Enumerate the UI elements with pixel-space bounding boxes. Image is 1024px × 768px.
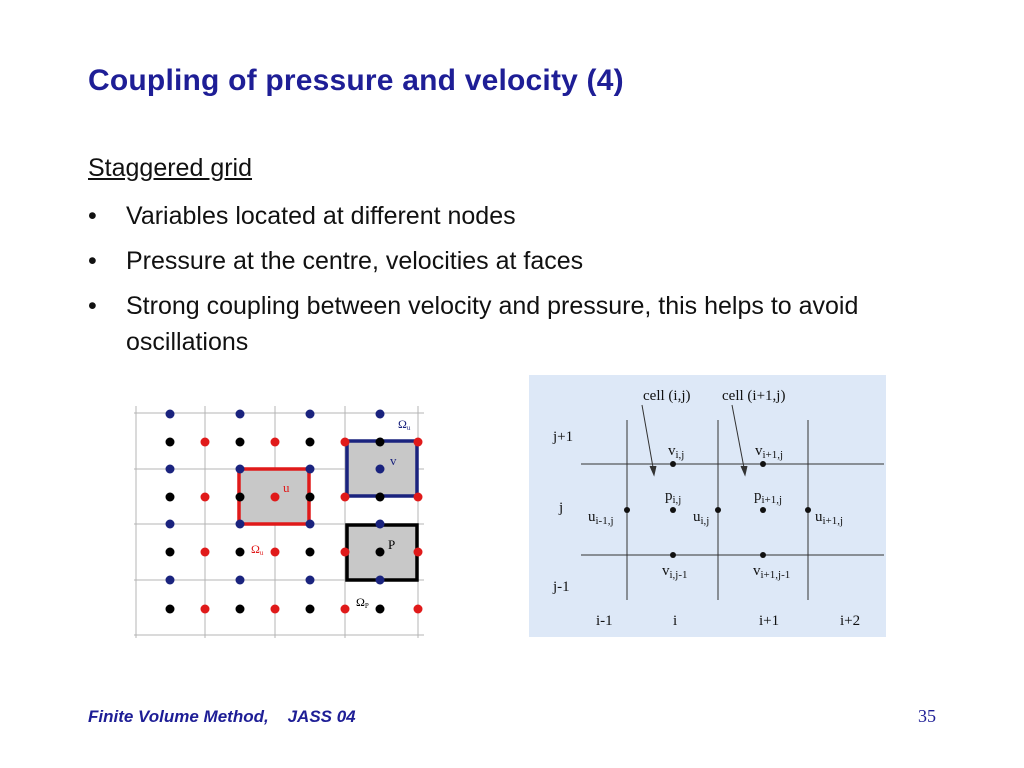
var-subscript: i,j xyxy=(672,494,682,506)
p-node xyxy=(236,493,245,502)
p-node xyxy=(236,438,245,447)
v-node xyxy=(376,465,385,474)
section-heading: Staggered grid xyxy=(88,154,253,182)
slide-title: Coupling of pressure and velocity (4) xyxy=(88,64,624,97)
var-subscript: i,j xyxy=(675,449,685,461)
p-node xyxy=(376,605,385,614)
v-node xyxy=(166,576,175,585)
u-node xyxy=(414,605,423,614)
omega-subscript: u xyxy=(406,424,411,432)
row-label-j: j xyxy=(559,500,564,516)
u-node xyxy=(271,438,280,447)
v-node xyxy=(306,410,315,419)
v-node xyxy=(166,520,175,529)
omega-symbol: Ω xyxy=(251,542,260,556)
v-label: v xyxy=(390,453,397,468)
bullet-marker: • xyxy=(88,247,97,275)
bullet-list xyxy=(88,198,948,369)
v-node xyxy=(376,520,385,529)
node-dot xyxy=(760,507,766,513)
u-node xyxy=(341,438,350,447)
u-node xyxy=(414,548,423,557)
col-label-i+2: i+2 xyxy=(840,613,861,629)
node-dot xyxy=(670,552,676,558)
node-dot xyxy=(624,507,630,513)
diagram-background xyxy=(529,375,886,637)
p-node xyxy=(376,438,385,447)
node-dot xyxy=(805,507,811,513)
omega-u-label xyxy=(251,542,264,557)
v-node xyxy=(236,410,245,419)
p-node xyxy=(376,493,385,502)
var-symbol: v xyxy=(753,563,761,579)
u-node xyxy=(341,493,350,502)
u-node xyxy=(341,548,350,557)
var-subscript: i+1,j xyxy=(822,515,844,527)
v-node xyxy=(236,576,245,585)
col-label-i: i xyxy=(673,613,678,629)
u-node xyxy=(201,605,210,614)
omega-subscript: P xyxy=(364,602,369,610)
u-node xyxy=(271,548,280,557)
var-subscript: i+1,j-1 xyxy=(760,569,791,581)
v-node xyxy=(236,520,245,529)
var-symbol: p xyxy=(665,488,673,504)
var-symbol: v xyxy=(662,563,670,579)
row-label-j+1: j+1 xyxy=(553,429,574,445)
node-dot xyxy=(670,507,676,513)
p-node xyxy=(306,548,315,557)
bullet-marker: • xyxy=(88,292,97,320)
p-node xyxy=(306,438,315,447)
bullet-item xyxy=(88,288,948,360)
var-symbol: u xyxy=(815,509,823,525)
cell-index-diagram xyxy=(529,375,886,637)
u-node xyxy=(271,605,280,614)
u-node xyxy=(201,548,210,557)
p-node xyxy=(166,548,175,557)
omega-symbol: Ω xyxy=(398,417,407,431)
v-node xyxy=(306,520,315,529)
u-node xyxy=(341,605,350,614)
var-symbol: u xyxy=(693,509,701,525)
staggered-grid-diagram xyxy=(134,406,424,638)
var-subscript: i+1,j xyxy=(761,494,783,506)
var-symbol: p xyxy=(754,488,762,504)
omega-p-label xyxy=(356,595,369,610)
omega-v-label xyxy=(398,417,411,432)
col-label-i-1: i-1 xyxy=(596,613,613,629)
cell-ij-label: cell (i,j) xyxy=(643,388,691,404)
page-number: 35 xyxy=(918,706,936,726)
p-node xyxy=(236,605,245,614)
v-node xyxy=(376,410,385,419)
u-node xyxy=(414,438,423,447)
node-dot xyxy=(670,461,676,467)
bullet-item xyxy=(88,243,948,279)
p-node xyxy=(306,493,315,502)
u-node xyxy=(201,493,210,502)
var-subscript: i+1,j xyxy=(762,449,784,461)
var-symbol: u xyxy=(588,509,596,525)
v-node xyxy=(306,465,315,474)
p-node xyxy=(306,605,315,614)
bullet-text: Strong coupling between velocity and pressure, this helps to avoid oscillations xyxy=(126,292,859,356)
u-node xyxy=(271,493,280,502)
var-symbol: v xyxy=(668,443,676,459)
v-node xyxy=(166,410,175,419)
v-node xyxy=(306,576,315,585)
v-node xyxy=(166,465,175,474)
row-label-j-1: j-1 xyxy=(553,579,570,595)
p-node xyxy=(236,548,245,557)
p-node xyxy=(376,548,385,557)
bullet-marker: • xyxy=(88,202,97,230)
var-subscript: i,j-1 xyxy=(669,569,688,581)
omega-symbol: Ω xyxy=(356,595,365,609)
col-label-i+1: i+1 xyxy=(759,613,780,629)
bullet-item xyxy=(88,198,948,234)
node-dot xyxy=(760,552,766,558)
var-symbol: v xyxy=(755,443,763,459)
cell-i1j-label: cell (i+1,j) xyxy=(722,388,786,404)
node-dot xyxy=(760,461,766,467)
var-subscript: i-1,j xyxy=(595,515,614,527)
p-node xyxy=(166,605,175,614)
v-node xyxy=(236,465,245,474)
u-node xyxy=(414,493,423,502)
bullet-text: Variables located at different nodes xyxy=(126,202,516,230)
var-subscript: i,j xyxy=(700,515,710,527)
bullet-text: Pressure at the centre, velocities at faces xyxy=(126,247,584,275)
p-node xyxy=(166,493,175,502)
u-node xyxy=(201,438,210,447)
v-node xyxy=(376,576,385,585)
footer-course-label: Finite Volume Method, JASS 04 xyxy=(88,707,356,726)
omega-subscript: u xyxy=(259,549,264,557)
node-dot xyxy=(715,507,721,513)
u-label: u xyxy=(283,480,290,495)
p-label: P xyxy=(388,537,396,552)
p-node xyxy=(166,438,175,447)
